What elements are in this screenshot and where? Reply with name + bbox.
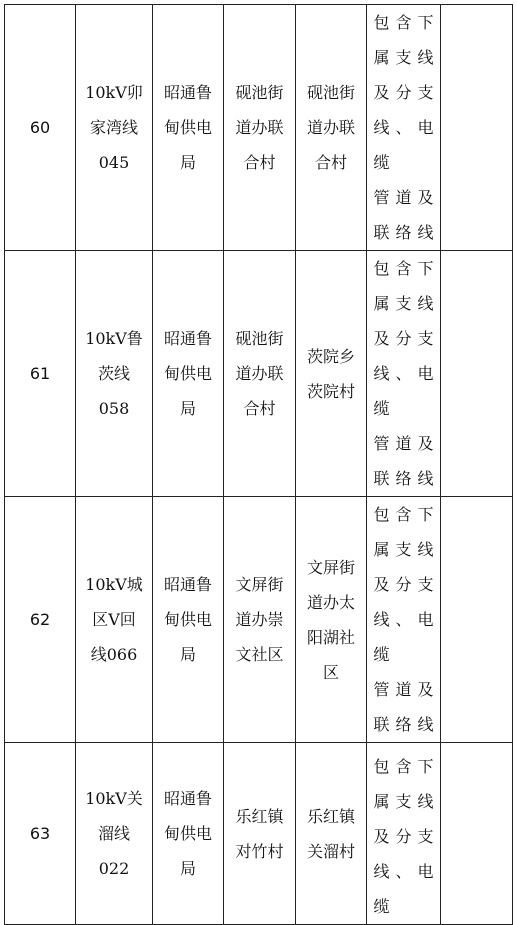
unit-cell [153,251,224,497]
row-number: 63 [29,824,51,843]
end-location-cell [296,743,367,925]
unit-cell [153,743,224,925]
note-cell [367,251,441,497]
row-number-cell [5,5,76,251]
start-location: 乐红镇 对竹村 [235,806,284,861]
start-location: 文屏街 道办崇 文社区 [235,575,284,664]
end-location-cell [296,5,367,251]
start-location: 砚池街 道办联 合村 [235,329,284,418]
row-number-cell [5,497,76,743]
extra-cell [441,743,513,925]
note-cell [367,743,441,925]
extra-cell [441,5,513,251]
row-number: 60 [29,118,51,137]
row-number: 61 [29,364,51,383]
start-location-cell [224,743,296,925]
note-text: 包含下 属支线 及分支 线、电缆 [373,757,434,916]
note-cell [367,5,441,251]
unit-name: 昭通鲁 甸供电 局 [163,329,212,418]
row-number-cell [5,251,76,497]
unit-name: 昭通鲁 甸供电 局 [163,575,212,664]
line-name: 10kV关 溜线 022 [85,789,143,878]
line-name-cell [76,5,153,251]
end-location: 茨院乡 茨院村 [306,346,355,401]
extra-cell [441,251,513,497]
note-text: 包含下 属支线 及分支 线、电缆 管道及 联络线 [373,13,434,242]
table-row [5,743,513,925]
extra-cell [441,497,513,743]
line-name: 10kV鲁 茨线 058 [85,329,143,418]
end-location-cell [296,497,367,743]
row-number-cell [5,743,76,925]
start-location-cell [224,251,296,497]
end-location: 砚池街 道办联 合村 [306,83,355,172]
table-row [5,5,513,251]
line-name: 10kV城 区V回 线066 [85,575,143,664]
table-row [5,497,513,743]
unit-cell [153,497,224,743]
start-location: 砚池街 道办联 合村 [235,83,284,172]
line-name: 10kV卯 家湾线 045 [85,83,143,172]
end-location: 文屏街 道办太 阳湖社 区 [306,557,355,682]
note-text: 包含下 属支线 及分支 线、电缆 管道及 联络线 [373,259,434,488]
table-row [5,251,513,497]
start-location-cell [224,497,296,743]
unit-cell [153,5,224,251]
end-location-cell [296,251,367,497]
unit-name: 昭通鲁 甸供电 局 [163,83,212,172]
data-table [4,4,513,925]
line-name-cell [76,743,153,925]
start-location-cell [224,5,296,251]
note-text: 包含下 属支线 及分支 线、电缆 管道及 联络线 [373,505,434,734]
note-cell [367,497,441,743]
row-number: 62 [29,610,51,629]
line-name-cell [76,251,153,497]
end-location: 乐红镇 关溜村 [306,806,355,861]
line-name-cell [76,497,153,743]
unit-name: 昭通鲁 甸供电 局 [163,789,212,878]
